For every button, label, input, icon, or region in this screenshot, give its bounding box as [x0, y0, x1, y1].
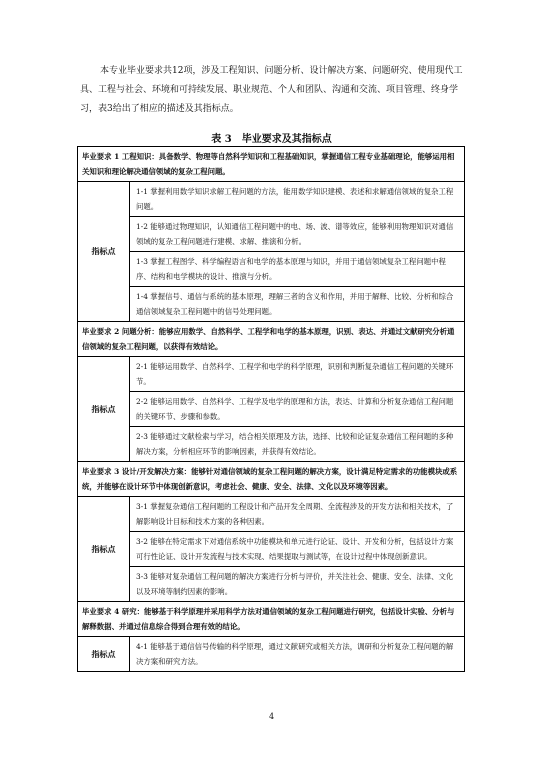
requirements-table [77, 146, 465, 672]
requirement-3-header-row [78, 462, 465, 497]
table-row [78, 357, 465, 392]
table-row [78, 392, 465, 427]
requirement-4-header-row [78, 602, 465, 637]
table-row [78, 287, 465, 322]
table-row [78, 252, 465, 287]
indicator-label: 指标点 [78, 182, 130, 322]
indicator-label: 指标点 [78, 637, 130, 672]
page-number: 4 [268, 712, 275, 721]
indicator-1-3: 1-3 掌握工程图学、科学编程语言和电学的基本原理与知识，并用于通信领域复杂工程问题中程序、结构和电学模块的设计、推演与分析。 [130, 252, 465, 287]
table-row [78, 532, 465, 567]
indicator-4-1: 4-1 能够基于通信信号传输的科学原理，通过文献研究或相关方法，调研和分析复杂工程问题的解决方案和研究方法。 [130, 637, 465, 672]
indicator-3-1: 3-1 掌握复杂通信工程问题的工程设计和产品开发全周期、全流程涉及的开发方法和相关技术，了解影响设计目标和技术方案的各种因素。 [130, 497, 465, 532]
indicator-1-2: 1-2 能够通过物理知识，认知通信工程问题中的电、场、波、谱等效应，能够利用物理知识对通信领域的复杂工程问题进行建模、求解、推演和分析。 [130, 217, 465, 252]
requirement-2-header-row [78, 322, 465, 357]
indicator-label: 指标点 [78, 497, 130, 602]
indicator-1-4: 1-4 掌握信号、通信与系统的基本原理，理解三者的含义和作用，并用于解释、比较、分析和综合通信领域复杂工程问题中的信号处理问题。 [130, 287, 465, 322]
indicator-2-3: 2-3 能够通过文献检索与学习，结合相关原理及方法，选择、比较和论证复杂通信工程问题的多种解决方案，分析相应环节的影响因素，并获得有效结论。 [130, 427, 465, 462]
indicator-label: 指标点 [78, 357, 130, 462]
intro-paragraph: 本专业毕业要求共12项，涉及工程知识、问题分析、设计解决方案、问题研究、使用现代工具、工程与社会、环境和可持续发展、职业规范、个人和团队、沟通和交流、项目管理、终身学习，表3给出了相应的描述及其指标点。 [80, 66, 463, 114]
table-caption: 表 3 毕业要求及其指标点 [211, 134, 332, 145]
indicator-2-2: 2-2 能够运用数学、自然科学、工程学及电学的原理和方法，表达、计算和分析复杂通信工程问题的关键环节、步骤和参数。 [130, 392, 465, 427]
table-row [78, 497, 465, 532]
table-row [78, 182, 465, 217]
table-row [78, 567, 465, 602]
requirement-1-text: 毕业要求 1 工程知识：具备数学、物理等自然科学知识和工程基础知识，掌握通信工程专业基础理论，能够运用相关知识和理论解决通信领域的复杂工程问题。 [78, 147, 465, 182]
indicator-3-2: 3-2 能够在特定需求下对通信系统中功能模块和单元进行论证、设计、开发和分析，包括设计方案可行性论证、设计开发流程与技术实现、结果提取与测试等，在设计过程中体现创新意识。 [130, 532, 465, 567]
table-row [78, 427, 465, 462]
table-row [78, 637, 465, 672]
requirement-2-text: 毕业要求 2 问题分析：能够应用数学、自然科学、工程学和电学的基本原理，识别、表达、并通过文献研究分析通信领域的复杂工程问题，以获得有效结论。 [78, 322, 465, 357]
table-row [78, 217, 465, 252]
requirement-3-text: 毕业要求 3 设计/开发解决方案：能够针对通信领域的复杂工程问题的解决方案，设计满足特定需求的功能模块或系统，并能够在设计环节中体现创新意识，考虑社会、健康、安全、法律、文化以及环境等因素。 [78, 462, 465, 497]
requirement-1-header-row [78, 147, 465, 182]
indicator-1-1: 1-1 掌握利用数学知识求解工程问题的方法，能用数学知识建模、表述和求解通信领域的复杂工程问题。 [130, 182, 465, 217]
indicator-2-1: 2-1 能够运用数学、自然科学、工程学和电学的科学原理，识别和判断复杂通信工程问题的关键环节。 [130, 357, 465, 392]
indicator-3-3: 3-3 能够对复杂通信工程问题的解决方案进行分析与评价，并关注社会、健康、安全、法律、文化以及环境等制约因素的影响。 [130, 567, 465, 602]
requirement-4-text: 毕业要求 4 研究：能够基于科学原理并采用科学方法对通信领域的复杂工程问题进行研究，包括设计实验、分析与解释数据、并通过信息综合得到合理有效的结论。 [78, 602, 465, 637]
